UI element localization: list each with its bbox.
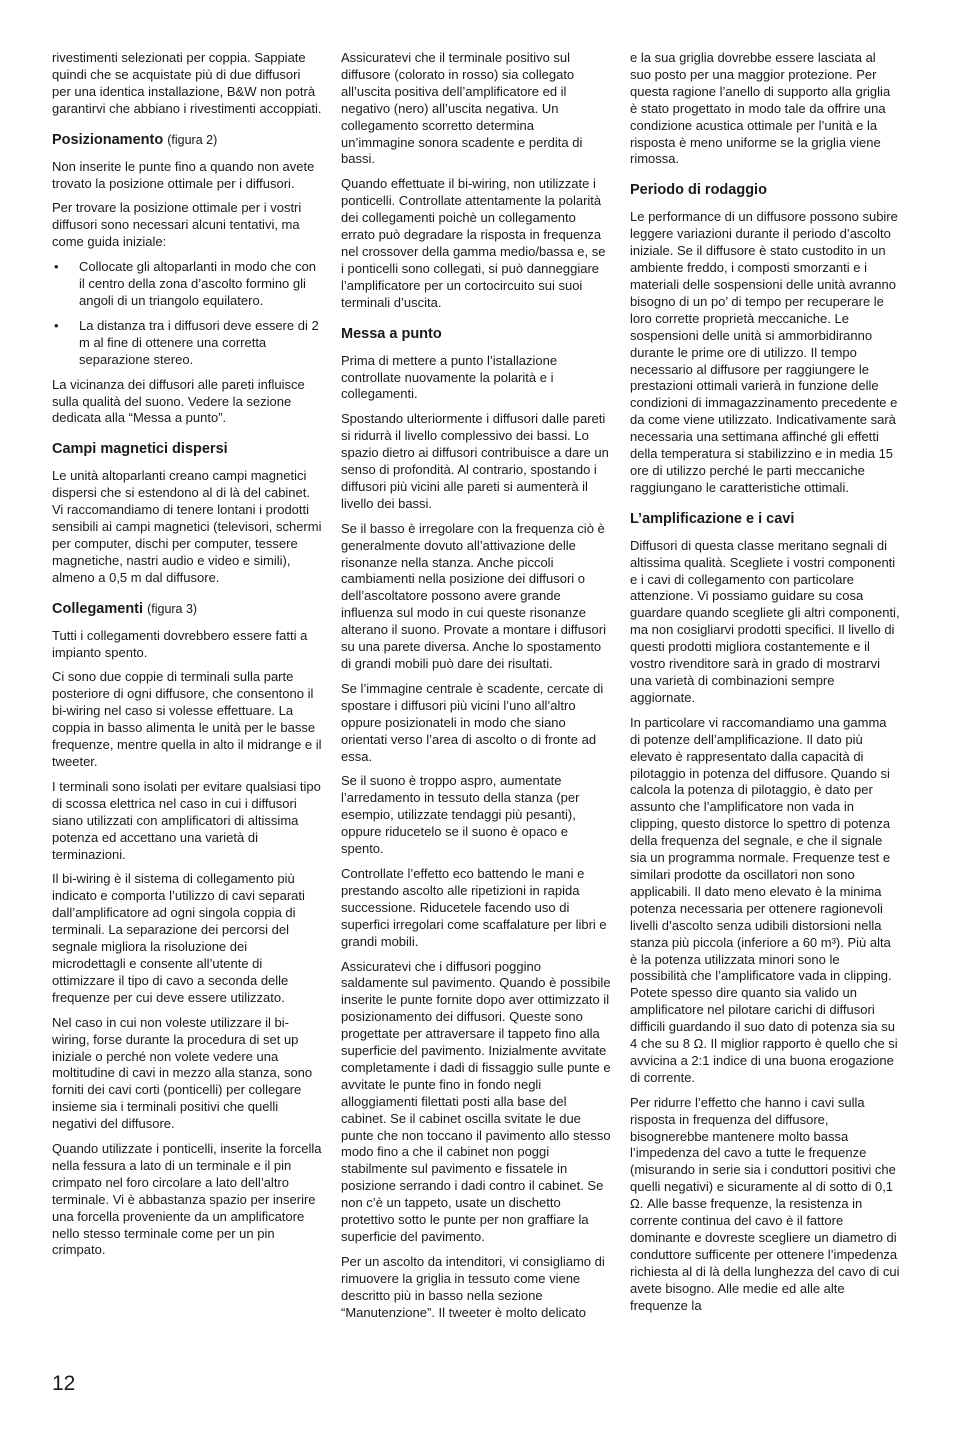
section-heading	[52, 441, 322, 458]
body-paragraph: Per ridurre l’effetto che hanno i cavi sulla risposta in frequenza del diffusore, bisognerebbe mantenere molto bassa l’impedenza del cavo a tutte le frequenze (misurando in serie sia i conduttori positivi che quelli negativi) e sicuramente al di sotto di 0,1 Ω. Alle basse frequenze, la resistenza in corrente continua del cavo è il fattore dominante e dovreste scegliere un diametro di conduttore sufficente per ottenere l’impedenza richiesta al di là della lunghezza del cavo di cui avete bisogno. Alle medie ed alle alte frequenze la	[630, 1094, 900, 1313]
body-paragraph: Assicuratevi che il terminale positivo sul diffusore (colorato in rosso) sia collegato all’uscita positiva dell’amplificatore ed il negativo (nero) all’uscita negativa. Un collegamento scorretto determina un’immagine sonora scadente e perdita di bassi.	[341, 50, 583, 167]
body-paragraph: Prima di mettere a punto l’istallazione controllate nuovamente la polarità e i collegamenti.	[341, 352, 558, 402]
body-paragraph: Quando effettuate il bi-wiring, non utilizzate i ponticelli. Controllate attentamente la polarità dei collegamenti poichè un collegamento errato può degradare la risposta in frequenza nel crossover della gamma medio/bassa e, se i ponticelli sono collegati, si può danneggiare l’amplificatore per un cortocircuito sui suoi terminali d’uscita.	[341, 176, 606, 310]
page-number: 12	[52, 1372, 76, 1395]
section-heading	[630, 511, 900, 528]
section-heading	[341, 326, 611, 343]
section-heading-text: Collegamenti	[52, 600, 144, 617]
body-paragraph: Quando utilizzate i ponticelli, inserite la forcella nella fessura a lato di un terminale e il pin crimpato nel foro circolare a lato dell’altro terminale. Vi è abbastanza spazio per inserire una forcella proveniente da un amplificatore nello stesso terminale come per un pin crimpato.	[52, 1141, 322, 1258]
body-paragraph: Se l’immagine centrale è scadente, cercate di spostare i diffusori più vicini l’uno all’altro oppure posizionateli in modo che siano orientati verso l’area di ascolto o di fronte ad essa.	[341, 680, 604, 764]
body-paragraph: I terminali sono isolati per evitare qualsiasi tipo di scossa elettrica nel caso in cui i diffusori siano utilizzati con amplificatori di altissima potenza ed accettano una varietà di terminazioni.	[52, 778, 321, 862]
body-paragraph: e la sua griglia dovrebbe essere lasciata al suo posto per una maggior protezione. Per questa ragione l’anello di supporto alla griglia è stato progettato in modo tale da offrire una condizione acustica ottimale per l’unità e la risposta è meno uniforme se la griglia viene rimossa.	[630, 50, 891, 167]
figure-reference: (figura 3)	[147, 601, 198, 616]
body-paragraph: Per un ascolto da intenditori, vi consigliamo di rimuovere la griglia in tessuto come viene descritto più in basso nella sezione “Manutenzione”. Il tweeter è molto delicato	[341, 1253, 605, 1320]
body-paragraph: Le unità altoparlanti creano campi magnetici dispersi che si estendono al di là del cabinet. Vi raccomandiamo di tenere lontani i prodotti sensibili ai campi magnetici (televisori, schermi per computer, dischi per computer, tessere magnetiche, nastri audio e video e simili), almeno a 0,5 m dal diffusore.	[52, 468, 322, 585]
text-column-3	[630, 50, 900, 1323]
section-heading-text: Posizionamento	[52, 131, 164, 148]
body-paragraph: Nel caso in cui non voleste utilizzare il bi-wiring, forse durante la procedura di set up iniziale o perché non volete vedere una moltitudine di cavi in mezzo alla stanza, sono forniti dei cavi corti (ponticelli) per collegare insieme sia i terminali positivi che quelli negativi del diffusore.	[52, 1014, 313, 1132]
body-paragraph: Per trovare la posizione ottimale per i vostri diffusori sono necessari alcuni tentativi, ma come guida iniziale:	[52, 200, 302, 250]
body-paragraph: In particolare vi raccomandiamo una gamma di potenze dell’amplificazione. Il dato più elevato è rappresentato dalla capacità di pilotaggio in potenza del diffusore. Quando si calcola la potenza di pilotaggio, è dato per assunto che l’amplificatore non vada in clipping, questo distorce lo spettro di potenza della frequenza del segnale, e che il signale sia un programma normale. Frequenze test e similari prodotte da oscillatori non sono applicabili. Il dato meno elevato è la minima potenza necessaria per ottenere ragionevoli livelli d’ascolto senza udibili distorsioni nella stanza più piccola (inferiore a 60 m³). Più alta è la potenza utilizzata minori sono le possibilità che l’amplificatore vada in clipping. Potete spesso dire quanto sia valido un amplificatore nel pilotare carichi di diffusori difficili guardando il suo dato di potenza sia su 4 che su 8 Ω. Il miglior rapporto è quello che si avvicina a 2:1 indice di una buona erogazione di corrente.	[630, 714, 898, 1085]
section-heading-text: Periodo di rodaggio	[630, 182, 767, 199]
body-paragraph: Ci sono due coppie di terminali sulla parte posteriore di ogni diffusore, che consentono il bi-wiring nel caso si volesse effettuare. La coppia in basso alimenta le unità per le basse frequenze, mentre quella in alto il midrange e il tweeter.	[52, 669, 322, 769]
section-heading-text: Messa a punto	[341, 325, 442, 342]
section-heading	[52, 132, 322, 149]
body-paragraph: Assicuratevi che i diffusori poggino saldamente sul pavimento. Quando è possibile inserite le punte fornite dopo aver ottimizzato il posizionamento dei diffusori. Queste sono progettate per attraversare il tappeto fino alla superficie del pavimento. Inizialmente avvitate completamente i dadi di fissaggio sulle punte e avvitate le punte fino in fondo negli alloggiamenti filettati posti alla base del cabinet. Se il cabinet oscilla svitate le due punte che non toccano il pavimento allo stesso modo fino a che il cabinet non poggi stabilmente sul pavimento e fissatele in posizione serrando i dadi contro il cabinet. Se non c’è un tappeto, usate un dischetto protettivo sotto le punte per non graffiare la superficie del pavimento.	[341, 958, 611, 1244]
section-heading	[52, 601, 322, 618]
body-paragraph: Spostando ulteriormente i diffusori dalle pareti si ridurrà il livello complessivo dei bassi. Lo spazio dietro ai diffusori contribuisce a dare un senso di profondità. Al contrario, spostando i diffusori più vicini alle pareti si aumenterà il livello dei bassi.	[341, 411, 609, 511]
body-paragraph: Le performance di un diffusore possono subire leggere variazioni durante il periodo d’ascolto iniziale. Se il diffusore è stato custodito in un ambiente freddo, i composti smorzanti e i materiali delle sospensioni delle unità avranno bisogno di un po’ di tempo per recuperare le loro corrette proprietà meccaniche. Le sospensioni delle unità si ammorbidiranno durante le prime ore di utilizzo. Il tempo necessario al diffusore per raggiungere le prestazioni ottimali varierà in funzione delle condizioni di immagazzinamento precedente e da come viene utilizzato. Indicativamente sarà necessaria una settimana affinché gli effetti della temperatura si stabilizzino e in media 15 ore di utilizzo perché le parti meccaniche raggiungano le caratteristiche ottimali.	[630, 209, 898, 495]
text-column-2	[341, 50, 611, 1330]
bullet-list	[52, 259, 322, 368]
bullet-item: • La distanza tra i diffusori deve essere di 2 m al fine di ottenere una corretta separazione stereo.	[52, 318, 322, 369]
body-paragraph: Tutti i collegamenti dovrebbero essere fatti a impianto spento.	[52, 627, 308, 660]
text-column-1	[52, 50, 322, 1267]
body-paragraph: Diffusori di questa classe meritano segnali di altissima qualità. Scegliete i vostri componenti e i cavi di collegamento con particolare attenzione. Vi possiamo guidare su cosa guardare quando scegliete gli altri componenti, ma non cosigliarvi prodotti specifici. Il livello di questi prodotti migliora costantemente e il vostro rivenditore sarà in grado di mostrarvi una varietà di combinazioni sempre aggiornate.	[630, 537, 900, 705]
bullet-item: • Collocate gli altoparlanti in modo che con il centro della zona d’ascolto formino gli angoli di un triangolo equilatero.	[52, 259, 322, 310]
body-paragraph: rivestimenti selezionati per coppia. Sappiate quindi che se acquistate più di due diffusori per una identica installazione, B&W non potrà garantirvi che abbiano i rivestimenti accoppiati.	[52, 50, 322, 116]
body-paragraph: La vicinanza dei diffusori alle pareti influisce sulla qualità del suono. Vedere la sezione dedicata alla “Messa a punto”.	[52, 376, 305, 426]
section-heading-text: Campi magnetici dispersi	[52, 441, 228, 458]
section-heading	[630, 182, 900, 199]
body-paragraph: Se il basso è irregolare con la frequenza ciò è generalmente dovuto all’attivazione delle risonanze nella stanza. Anche piccoli cambiamenti nella posizione dei diffusori o dell’ascoltatore possono avere grande influenza sul modo in cui queste risonanze alterano il suono. Provate a montare i diffusori su una parete diversa. Anche lo spostamento di grandi mobili può dare dei risultati.	[341, 520, 606, 671]
body-paragraph: Il bi-wiring è il sistema di collegamento più indicato e comporta l’utilizzo di cavi separati dall’amplificatore ad ogni singola coppia di terminali. La separazione dei percorsi del segnale migliora la risoluzione dei microdettagli e consente all’utente di ottimizzare il tipo di cavo a seconda delle frequenze per cui deve essere utilizzato.	[52, 871, 305, 1005]
section-heading-text: L’amplificazione e i cavi	[630, 510, 795, 527]
body-paragraph: Se il suono è troppo aspro, aumentate l’arredamento in tessuto della stanza (per esempio, utilizzate tendaggi più pesanti), oppure riducetelo se il suono è opaco e spento.	[341, 773, 580, 857]
figure-reference: (figura 2)	[167, 132, 218, 147]
body-paragraph: Non inserite le punte fino a quando non avete trovato la posizione ottimale per i diffusori.	[52, 158, 315, 191]
body-paragraph: Controllate l’effetto eco battendo le mani e prestando ascolto alle ripetizioni in rapida successione. Riducetele facendo uso di superfici irregolari come scaffalature per libri e grandi mobili.	[341, 865, 607, 949]
